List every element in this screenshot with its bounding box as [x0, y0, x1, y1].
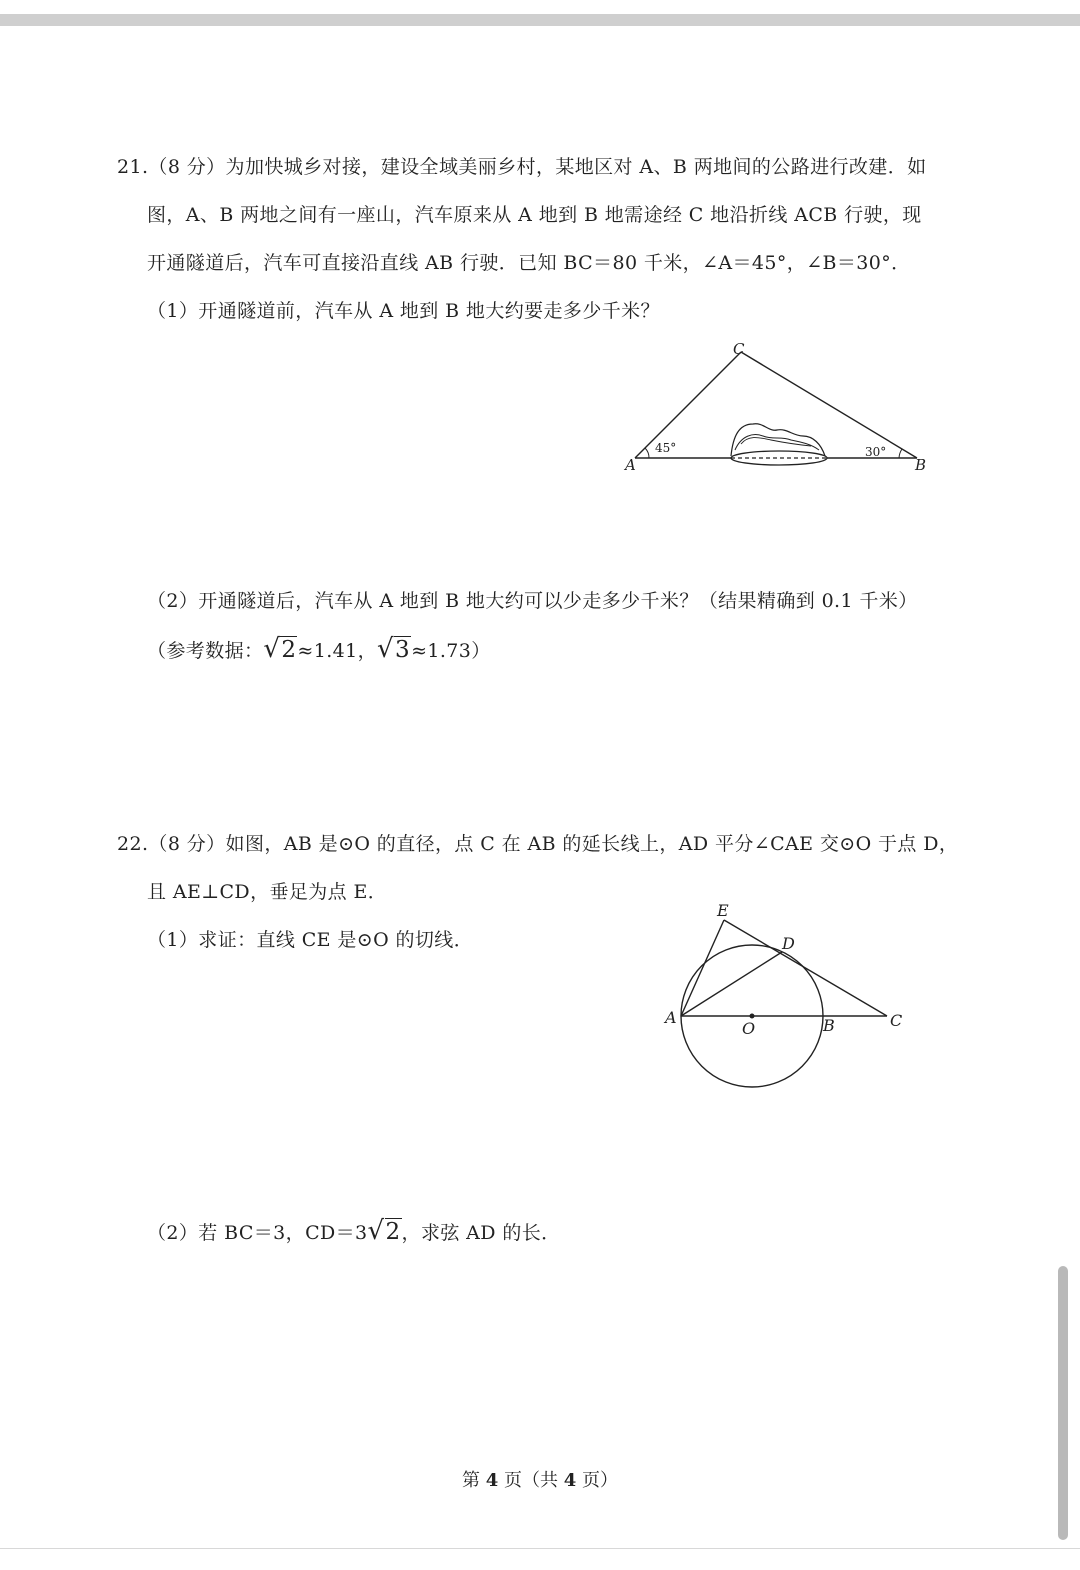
ref-prefix: （参考数据： [147, 640, 264, 662]
part2-suffix: ，求弦 AD 的长． [401, 1222, 561, 1244]
ref-mid: ≈1.41， [297, 640, 378, 662]
label-B: B [915, 456, 927, 474]
top-scroll-bar [0, 14, 1080, 26]
label-C: C [733, 340, 745, 358]
bottom-divider [0, 1548, 1080, 1549]
label-A: A [625, 456, 636, 474]
q21-reference [147, 636, 491, 664]
q21-line2: 图，A、B 两地之间有一座山，汽车原来从 A 地到 B 地需途经 C 地沿折线 ACB 行驶，现 [147, 204, 922, 226]
center-point [750, 1014, 755, 1019]
page-footer: 第 4 页（共 4 页） [462, 1470, 618, 1491]
segment-AD [681, 952, 782, 1016]
q21-triangle-figure [615, 336, 945, 478]
label-C: C [890, 1011, 903, 1030]
label-O: O [742, 1019, 756, 1038]
angle-A-arc [645, 448, 649, 458]
total-pages: 4 [563, 1470, 577, 1491]
ref-suffix: ≈1.73） [411, 640, 491, 662]
q22-line2: 且 AE⊥CD，垂足为点 E． [147, 881, 388, 903]
q22-part2 [147, 1218, 561, 1246]
sqrt2-part2: √2 [367, 1216, 401, 1246]
q21-part2: （2）开通隧道后，汽车从 A 地到 B 地大约可以少走多少千米？（结果精确到 0.1 千米） [147, 590, 918, 612]
angle-A-label: 45° [655, 441, 677, 455]
q22-line1: 22.（8 分）如图，AB 是⊙O 的直径，点 C 在 AB 的延长线上，AD 平分∠CAE 交⊙O 于点 D， [117, 833, 959, 855]
q21-line3: 开通隧道后，汽车可直接沿直线 AB 行驶．已知 BC＝80 千米，∠A＝45°，∠B＝30°． [147, 252, 911, 274]
sqrt2: √2 [263, 634, 297, 664]
scrollbar-thumb[interactable] [1058, 1266, 1068, 1540]
sqrt3: √3 [377, 634, 411, 664]
segment-AC [635, 352, 741, 458]
q22-circle-figure [655, 895, 915, 1095]
label-D: D [782, 934, 795, 953]
q22-part1: （1）求证：直线 CE 是⊙O 的切线． [147, 929, 474, 951]
segment-EC [724, 920, 887, 1016]
label-E: E [717, 901, 729, 920]
angle-B-label: 30° [865, 445, 887, 459]
segment-CB [741, 352, 917, 458]
angle-B-arc [899, 449, 902, 458]
q21-part1: （1）开通隧道前，汽车从 A 地到 B 地大约要走多少千米？ [147, 300, 660, 322]
current-page: 4 [485, 1470, 499, 1491]
part2-prefix: （2）若 BC＝3，CD＝3 [147, 1222, 368, 1244]
q21-line1: 21.（8 分）为加快城乡对接，建设全域美丽乡村，某地区对 A、B 两地间的公路进行改建．如 [117, 156, 927, 178]
label-A: A [665, 1008, 677, 1027]
label-B: B [823, 1016, 835, 1035]
